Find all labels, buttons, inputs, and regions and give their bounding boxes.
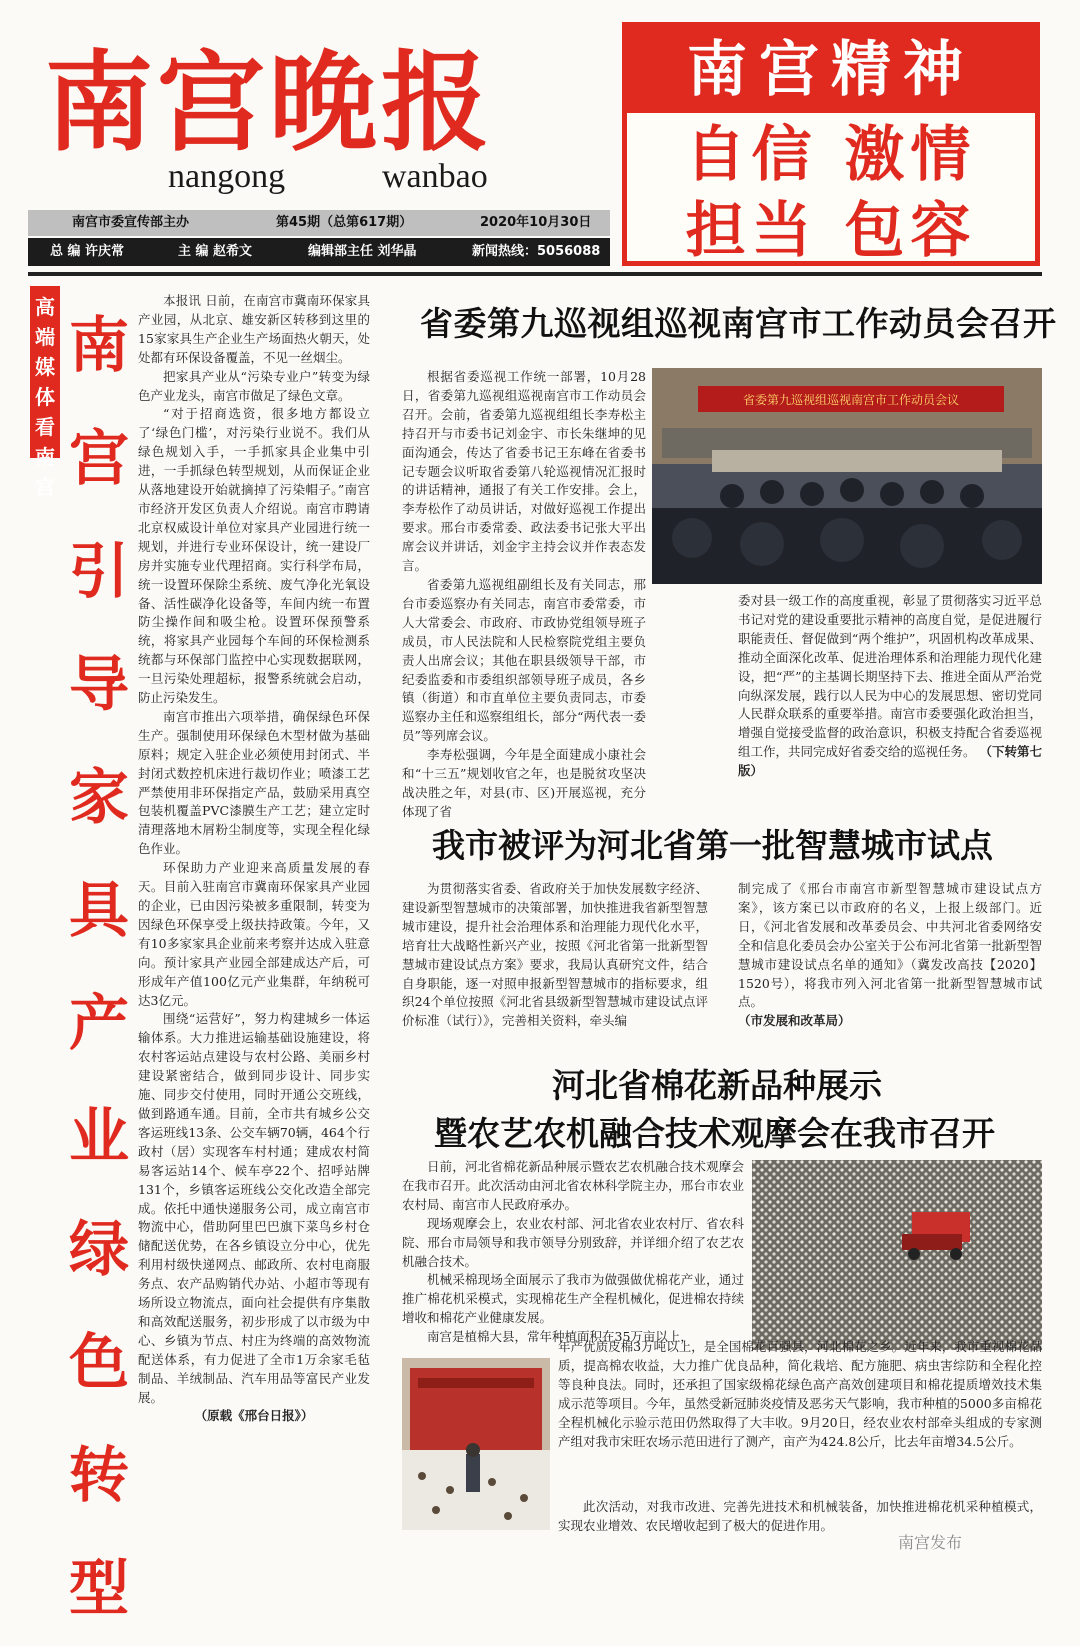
paragraph: 南宫是植棉大县，常年种植面积在35万亩以上， xyxy=(427,1329,693,1345)
paragraph: 此次活动，对我市改进、完善先进技术和机械装备，加快推进棉花机采种植模式，实现农业增效、农民增收起到了极大的促进作用。 xyxy=(558,1499,1042,1533)
paragraph: 李寿松强调，今年是全面建成小康社会和“十三五”规划收官之年，也是脱贫攻坚决战决胜之年，对县(市、区)开展巡视，充分体现了省 xyxy=(402,747,646,819)
sponsor-text: 南宫市委宣传部主办 xyxy=(72,215,190,230)
paragraph: 制完成了《邢台市南宫市新型智慧城市建设试点方案》，该方案已以市政府的名义，上报上级部门。近日，《河北省发展和改革委员会、中共河北省委网络安全和信息化委员会办公室关于公布河北省第一批新型智慧城市建设试点名单的通知》（冀发改高技【2020】1520号），将我市列入河北省第一批新型智慧城市试点。 xyxy=(738,881,1042,1010)
story2-col-b xyxy=(738,880,1042,1050)
paragraph: 为贯彻落实省委、省政府关于加快发展数字经济、建设新型智慧城市的决策部署，加快推进我省新型智慧城市建设，提升社会治理体系和治理能力现代化水平，培育壮大战略性新兴产业，按照《河北省第一批新型智慧城市建设试点方案》要求，我局认真研究文件，结合自身职能，逐一对照申报新型智慧城市的指标要求，组织24个单位按照《河北省县级新型智慧城市建设试点评价标准（试行）》，完善相关资料，牵头编 xyxy=(402,881,708,1029)
story3-upper xyxy=(402,1158,744,1345)
left-story-body xyxy=(138,292,370,1522)
masthead-pinyin-1: nangong xyxy=(168,158,286,195)
source-watermark: 南宫发布 xyxy=(898,1533,963,1552)
masthead-title: 南宫晚报 xyxy=(45,40,494,166)
motto-line-2: 担当 包容 xyxy=(685,196,977,266)
motto-box xyxy=(622,22,1040,266)
paragraph xyxy=(738,592,1042,781)
paragraph: 机械采棉现场全面展示了我市为做强做优棉花产业，通过推广棉花机采模式，实现棉花生产全程机械化，促进棉农持续增收和棉花产业健康发展。 xyxy=(402,1272,744,1326)
story3-headline-2: 暨农艺农机融合技术观摩会在我市召开 xyxy=(434,1114,995,1153)
paragraph: 年产优质皮棉3万吨以上，是全国棉花百强县，河北棉花之乡。近年来，我市重视棉花品质，提高棉农收益，大力推广优良品种，简化栽培、配方施肥、病虫害综防和全程化控等良种良法。同时，还承担了国家级棉花绿色高产高效创建项目和棉花提质增效技术集成示范等项目。今年，虽然受新冠肺炎疫情及恶劣天气影响，我市种植的5000多亩棉花全程机械化示验示范田仍然取得了大丰收。9月20日，经农业农村部牵头组成的专家测产组对我市宋旺农场示范田进行了测产，亩产为424.8公斤，比去年亩增34.5公斤。 xyxy=(558,1339,1042,1449)
paragraph-text: 委对县一级工作的高度重视，彰显了贯彻落实习近平总书记对党的建设重要批示精神的高度自觉，是促进履行职能责任、督促做到“两个维护”，巩固机构改革成果、推动全面深化改革、促进治理体系和治理能力现代化建设，把“严”的主基调长期坚持下去、推进全面从严治党向纵深发展，践行以人民为中心的发展思想、密切党同人民群众联系的重要举措。南宫市委要强化政治担当，增强自觉接受监督的政治意识，积极支持配合省委巡视组工作，共同完成好省委交给的巡视任务。 xyxy=(738,593,1042,760)
news-hotline: 新闻热线：5056088 xyxy=(472,244,601,259)
masthead-pinyin-2: wanbao xyxy=(382,158,488,195)
paragraph: 根据省委巡视工作统一部署，10月28日，省委第九巡视组巡视南宫市工作动员会召开。会前，省委第九巡视组组长李寿松主持召开与市委书记刘金宇、市长朱继坤的见面沟通会，传达了省委书记王东峰在省委书记专题会议听取省委第八轮巡视情况汇报时的讲话精神，通报了有关工作安排。会上，李寿松作了动员讲话，对做好巡视工作提出要求。邢台市委常委、政法委书记张大平出席会议并讲话，刘金宇主持会议并作表态发言。 xyxy=(402,369,646,574)
issue-number: 第45期（总第617期） xyxy=(276,215,413,230)
story2-col-a xyxy=(402,880,708,1050)
cotton-harvester-photo xyxy=(752,1160,1042,1350)
story3-mid xyxy=(558,1338,1042,1498)
chief-editor: 总 编 许庆常 xyxy=(50,244,125,259)
paragraph: 环保助力产业迎来高质量发展的春天。目前入驻南宫市冀南环保家具产业园的企业，已由因污染被多重限制，转变为因绿色环保享受上级扶持政策。今年，又有10多家家具企业前来考察并达成入驻意向。预计家具产业园全部建成达产后，可形成年产值100亿元产业集群，年纳税可达3亿元。 xyxy=(138,860,370,1008)
paragraph: 围绕“运营好”，努力构建城乡一体运输体系。大力推进运输基础设施建设，将农村客运站点建设与农村公路、美丽乡村建设紧密结合，做到同步设计、同步实施、同步交付使用，同时开通公交班线，做到路通车通。目前，全市共有城乡公交客运班线13条、公交车辆70辆，464个行政村（居）实现客车村村通；建成农村简易客运站14个、候车亭22个、招呼站牌131个，乡镇客运班线公交化改造全部完成。依托中通快递服务公司，成立南宫市物流中心，借助阿里巴巴旗下菜鸟乡村仓储配送优势，在各乡镇设立分中心，优先利用村级快递网点、邮政所、农村电商服务点、农产品购销代办站、小超市等现有场所设立物流点，面向社会提供有序集散和高效配送服务，初步形成了以市级为中心、乡镇为节点、村庄为终端的高效物流配送体系，有力促进了全市1万余家毛毡制品、羊绒制品、汽车用品等富民产业发展。 xyxy=(138,1011,370,1405)
paragraph: 现场观摩会上，农业农村部、河北省农业农村厅、省农科院、邢台市局领导和我市领导分别致辞，并详细介绍了农艺农机融合技术。 xyxy=(402,1215,744,1269)
story3-last xyxy=(558,1498,1042,1536)
editorial-director: 编辑部主任 刘华晶 xyxy=(308,244,417,259)
header-rule xyxy=(28,272,1042,276)
cotton-truck-photo xyxy=(402,1358,550,1530)
story1-credit: （下转第七版） xyxy=(738,744,1043,779)
story3-headline-1: 河北省棉花新品种展示 xyxy=(552,1066,882,1105)
meeting-photo xyxy=(652,368,1042,584)
paragraph: “对于招商选资，很多地方都设立了‘绿色门槛’，对污染行业说不。我们从绿色规划入手，一手抓家具企业集中引进，一手抓绿色转型规划，从而保证企业从落地建设开始就摘掉了污染帽子。”南宫市经济开发区负责人介绍说。南宫市聘请北京权威设计单位对家具产业园进行统一规划，并进行专业环保设计，统一建设厂房并实施专业代理招商。实行科学布局，统一设置环保除尘系统、废气净化光氧设备、活性碳净化设备等，车间内统一布置防尘操作间和吸尘枪。设置环保预警系统，将家具产业园每个车间的环保检测系统都与环保部门监控中心实现数据联网，一旦污染处理超标，报警系统就会启动，防止污染发生。 xyxy=(138,406,370,706)
issue-date: 2020年10月30日 xyxy=(480,215,592,230)
info-bar-issue xyxy=(28,210,610,236)
paragraph: 南宫市推出六项举措，确保绿色环保生产。强制使用环保绿色木型材做为基础原料；规定入驻企业必须使用封闭式、半封闭式数控机床进行裁切作业；喷漆工艺严禁使用非环保指定产品，鼓励采用真空包装机覆盖PVC漆膜生产工艺；建立定时清理落地木屑粉尘制度等，实现全程化绿色作业。 xyxy=(138,708,370,857)
paragraph: 日前，河北省棉花新品种展示暨农艺农机融合技术观摩会在我市召开。此次活动由河北省农林科学院主办，邢台市农业农村局、南宫市人民政府承办。 xyxy=(402,1159,744,1212)
paragraph: 把家具产业从“污染专业户”转变为绿色产业龙头，南宫市做足了绿色文章。 xyxy=(138,368,370,403)
story2-headline: 我市被评为河北省第一批智慧城市试点 xyxy=(432,826,993,865)
story1-col-a xyxy=(402,368,646,819)
left-story-credit: （原载《邢台日报》） xyxy=(194,1408,314,1424)
story1-headline: 省委第九巡视组巡视南宫市工作动员会召开 xyxy=(420,304,1057,343)
motto-line-1: 自信 激情 xyxy=(685,120,977,190)
editor: 主 编 赵希文 xyxy=(178,244,253,259)
info-bar-staff xyxy=(28,238,610,266)
photo-banner-text: 省委第九巡视组巡视南宫市工作动员会议 xyxy=(742,393,960,407)
paragraph: 本报讯 日前，在南宫市冀南环保家具产业园，从北京、雄安新区转移到这里的15家家具生产企业生产场面热火朝天，处处都有环保设备覆盖，不见一丝烟尘。 xyxy=(138,293,370,365)
paragraph: 省委第九巡视组副组长及有关同志，邢台市委巡察办有关同志，南宫市委常委，市人大常委会、市政府、市政协党组领导班子成员，市人民法院和人民检察院党组主要负责人出席会议；其他在职县级领导干部，市纪委监委和市委组织部领导班子成员，各乡镇（街道）和市直单位主要负责同志，市委巡察办主任和巡察组组长，部分“两代表一委员”等列席会议。 xyxy=(402,576,646,744)
left-story-title: 南宫引导家具产业绿色转型 xyxy=(69,311,129,1624)
side-tag: 高端媒体看南宫 xyxy=(30,286,60,458)
story1-col-b xyxy=(738,592,1042,792)
motto-heading: 南宫精神 xyxy=(627,27,1035,113)
story2-credit: （市发展和改革局） xyxy=(738,1013,851,1029)
